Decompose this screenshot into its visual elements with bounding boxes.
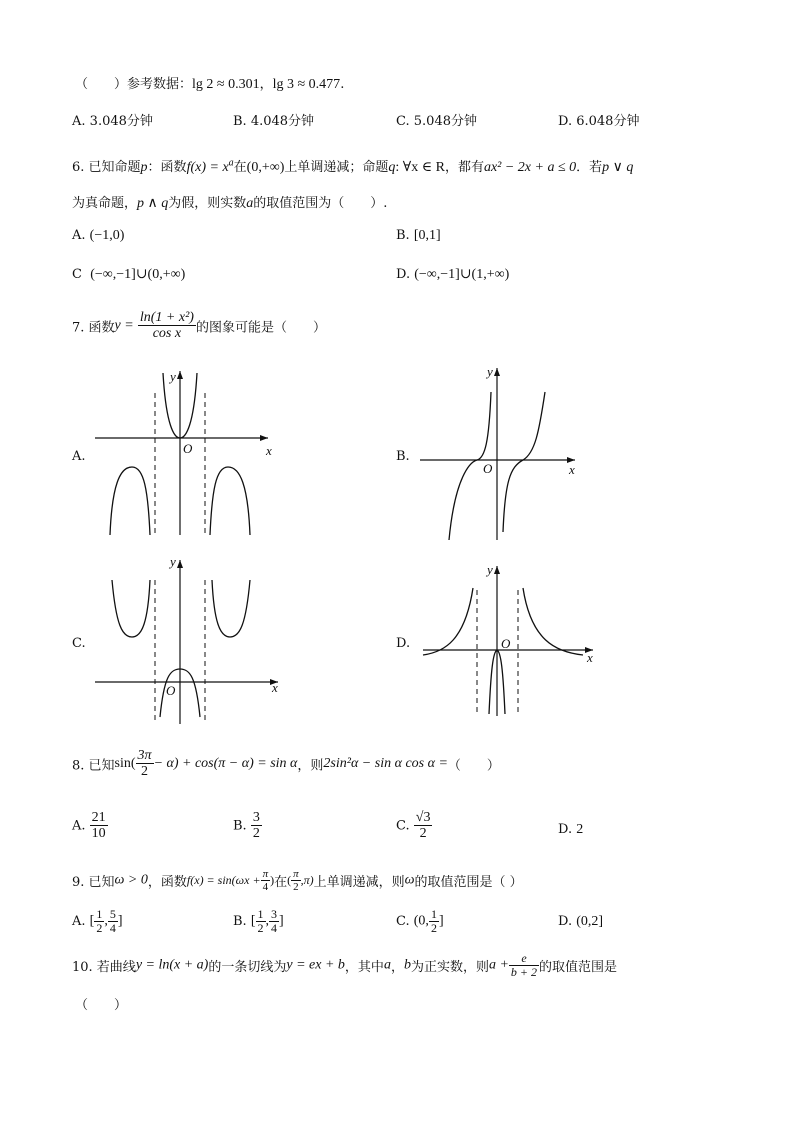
q7-graph-b[interactable] bbox=[415, 362, 615, 542]
q5-option-a[interactable]: A. 3.048分钟 bbox=[72, 114, 153, 129]
curve-left bbox=[112, 580, 150, 637]
q9-option-c[interactable]: C. (0, $\frac{1}{2}$ ] bbox=[396, 907, 444, 936]
q7-graph-d-label[interactable]: D. bbox=[396, 636, 411, 651]
curve-right bbox=[523, 588, 583, 655]
q7-fraction: $\frac{\text{ln(1 + x²)}}{\text{cos x}}$ bbox=[139, 310, 194, 342]
q8-option-b[interactable]: B. $\frac{3}{2}$ bbox=[233, 810, 260, 842]
curve-right bbox=[503, 392, 545, 532]
q5-stem-tail: （ ）参考数据：lg 2 ≈ 0.301，lg 3 ≈ 0.477. bbox=[75, 77, 345, 92]
q8-stem: 8. 已知sin( $\frac{3\pi}{2}$ − α) + cos(π − α) = sin α，则2sin²α − sin α cos α =（ ） bbox=[72, 748, 500, 780]
y-label: y bbox=[170, 369, 176, 384]
x-label: x bbox=[569, 462, 575, 477]
y-label: y bbox=[170, 554, 176, 569]
q7-graph-a-label[interactable]: A. bbox=[72, 449, 86, 464]
q8-option-a[interactable]: A. $\frac{21}{10}$ bbox=[72, 810, 106, 842]
curve-left bbox=[423, 588, 473, 655]
q5-option-b[interactable]: B. 4.048分钟 bbox=[233, 114, 315, 129]
x-axis-arrow bbox=[260, 435, 268, 441]
q6-option-c[interactable]: C (−∞,−1]∪(0,+∞) bbox=[72, 267, 186, 282]
y-axis-arrow bbox=[494, 566, 500, 574]
q5-option-d[interactable]: D. 6.048分钟 bbox=[558, 114, 640, 129]
q8-fraction: $\frac{3\pi}{2}$ bbox=[137, 748, 152, 780]
q5-option-c[interactable]: C. 5.048分钟 bbox=[396, 114, 477, 129]
x-label: x bbox=[266, 443, 272, 458]
x-label: x bbox=[272, 680, 278, 695]
q10-stem: 10. 若曲线y = ln(x + a)的一条切线为y = ex + b，其中a，b为正实数，则a + $\frac{e}{b + 2}$ 的取值范围是 bbox=[72, 951, 618, 980]
q7-graph-c[interactable] bbox=[90, 552, 290, 732]
y-label: y bbox=[487, 562, 493, 577]
q9-option-d[interactable]: D. (0,2] bbox=[558, 914, 604, 929]
y-axis-arrow bbox=[494, 368, 500, 376]
origin-label: O bbox=[166, 683, 176, 698]
q6-stem-line2: 为真命题，p ∧ q为假，则实数a的取值范围为（ ）. bbox=[72, 196, 388, 211]
q6-option-b[interactable]: B. [0,1] bbox=[396, 228, 441, 243]
origin-label: O bbox=[183, 441, 193, 456]
q6-option-d[interactable]: D. (−∞,−1]∪(1,+∞) bbox=[396, 267, 510, 282]
q7-graph-d[interactable] bbox=[415, 560, 615, 740]
q7-graph-b-label[interactable]: B. bbox=[396, 449, 410, 464]
q6-option-a[interactable]: A. (−1,0) bbox=[72, 228, 125, 243]
x-label: x bbox=[587, 650, 593, 665]
y-axis-arrow bbox=[177, 371, 183, 379]
curve-right bbox=[210, 467, 250, 535]
origin-label: O bbox=[501, 636, 511, 651]
q8-option-c[interactable]: C. $\frac{√3}{2}$ bbox=[396, 810, 431, 842]
curve-left bbox=[110, 467, 150, 535]
q6-stem-line1: 6. 已知命题p：函数$f(x) = x^a$在(0,+∞)上单调递减；命题q: ∀x ∈ R，都有ax² − 2x + a ≤ 0．若p ∨ q bbox=[72, 157, 634, 175]
q10-answer-blank: （ ） bbox=[75, 998, 128, 1013]
q7-stem: 7. 函数y = $\frac{\text{ln(1 + x²)}}{\text{cos x}}$ 的图象可能是（ ） bbox=[72, 310, 326, 342]
y-axis-arrow bbox=[177, 560, 183, 568]
q9-option-a[interactable]: A. [ $\frac{1}{2}$ , $\frac{5}{4}$ ] bbox=[72, 907, 123, 936]
q8-option-d[interactable]: D. 2 bbox=[558, 822, 584, 837]
q7-graph-a[interactable] bbox=[90, 365, 290, 545]
q7-graph-c-label[interactable]: C. bbox=[72, 636, 86, 651]
q9-option-b[interactable]: B. [ $\frac{1}{2}$ , $\frac{3}{4}$ ] bbox=[233, 907, 284, 936]
q9-stem: 9. 已知ω > 0，函数f(x) = sin(ωx + $\frac{\pi}{4}$ )在( $\frac{\pi}{2}$ ,π)上单调递减，则ω的取值范围是（ ） bbox=[72, 868, 523, 894]
origin-label: O bbox=[483, 461, 493, 476]
curve-right bbox=[212, 580, 250, 637]
y-label: y bbox=[487, 364, 493, 379]
